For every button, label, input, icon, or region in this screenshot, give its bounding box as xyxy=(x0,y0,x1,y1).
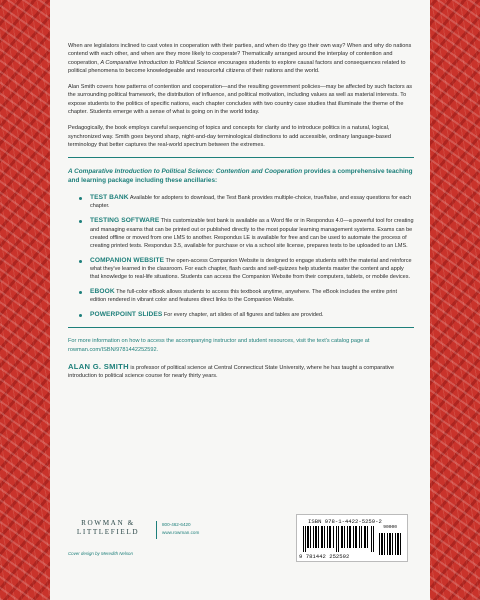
publisher-phone: 800-462-6420 xyxy=(162,522,191,527)
isbn-barcode xyxy=(296,514,408,562)
ancillary-text: Available for adopters to download, the Test Bank provides multiple-choice, true/false, and essay questions for each chapter. xyxy=(90,195,412,210)
publisher-logo xyxy=(68,519,148,537)
intro-text: When are legislators inclined to cast votes in cooperation with their parties, and when do they go their own way? When and why do nations contend with each other, and when are they more likely to cooperate? Thematically arranged around the interplay of contention and cooperation, xyxy=(68,43,412,66)
ancillary-term: TESTING SOFTWARE xyxy=(90,217,160,225)
red-texture-right xyxy=(430,0,480,600)
author-bio-text: is professor of political science at Central Connecticut State University, where he has taught a comparative introduction to political science course for nearly thirty years. xyxy=(68,364,394,380)
logo-line-1: ROWMAN & xyxy=(81,519,135,527)
cover-design-credit: Cover design by Meredith Nelson xyxy=(68,551,133,556)
cover-footer xyxy=(68,513,414,573)
ancillary-term: COMPANION WEBSITE xyxy=(90,256,165,264)
list-item xyxy=(78,311,414,319)
ancillary-text: This customizable test bank is available as a Word file or in Respondus 4.0—a powerful tool for creating and managing exams that can be printed out or published directly to the most popular learning management systems. Exams can be created offline or moved from one LMS to another. Respondus LE is available for free and can be used to automate the process of creating printed tests. Respondus 3.5, available for purchase or via a school site license, prepares tests to be uploaded to an LMS. xyxy=(90,218,414,249)
ancillary-term: POWERPOINT SLIDES xyxy=(90,311,163,319)
ean-barcode-icon xyxy=(303,526,377,552)
back-cover-panel xyxy=(50,0,430,600)
ancillary-term: TEST BANK xyxy=(90,194,129,202)
ancillary-text: The open-access Companion Website is designed to engage students with the material and reinforce what they've learned in the classroom. For each chapter, flash cards and self-quizzes help students master the content and apply that knowledge to real-life situations. Students can access the Companion Website from their computers, tablets, or mobile devices. xyxy=(90,257,412,281)
intro-paragraph-3: Pedagogically, the book employs careful sequencing of topics and concepts for clarity and to introduce politics in a natural, logical, synchronized way. Smith goes beyond sharp, night-and-day terminological distinctions to add accessible, ordinary language-based terminology that better captures the real-world spectrum between the extremes. xyxy=(68,125,391,148)
addon-barcode-icon xyxy=(379,533,401,555)
author-name: ALAN G. SMITH xyxy=(68,361,129,371)
ancillaries-lead xyxy=(68,167,414,185)
list-item xyxy=(78,194,414,210)
ancillaries-list xyxy=(68,194,414,319)
author-bio xyxy=(68,363,414,381)
divider xyxy=(68,157,414,158)
intro-paragraph-1 xyxy=(68,42,414,75)
ancillary-text: For every chapter, art slides of all figures and tables are provided. xyxy=(162,312,324,319)
lead-text: provides a comprehensive teaching and learning package including these ancillaries: xyxy=(68,168,413,185)
ancillary-text: The full-color eBook allows students to access this textbook anytime, anywhere. The eBook includes the entire print edition rendered in vibrant color and features direct links to the Companion Website. xyxy=(90,289,397,304)
logo-line-2: LITTLEFIELD xyxy=(76,528,140,536)
list-item xyxy=(78,288,414,304)
red-texture-left xyxy=(0,0,50,600)
intro-paragraph-2: Alan Smith covers how patterns of contention and cooperation—and the resulting government policies—may be affected by such factors as the surrounding political framework, the distribution of influence, and political motivation, including values as well as material interests. To expose students to the politics of specific nations, each chapter concludes with two country case studies that illuminate the theme of the chapter. Students emerge with a sense of what is going on in the world today. xyxy=(68,84,413,116)
list-item xyxy=(78,217,414,249)
intro-text-cont: encourages students to explore causal factors and consequences related to political phenomena to become knowledgeable and resourceful citizens of their nations and the world. xyxy=(68,59,406,74)
barcode-addon-number: 90000 xyxy=(383,525,397,530)
isbn-label: ISBN 978-1-4422-5259-2 xyxy=(308,518,382,525)
resources-info: For more information on how to access the accompanying instructor and student resources, visit the text's catalog page at rowman.com/ISBN/9781442252592. xyxy=(68,338,370,353)
divider xyxy=(68,327,414,328)
publisher-website: www.rowman.com xyxy=(162,530,200,535)
publisher-contact xyxy=(162,521,199,537)
ancillary-term: EBOOK xyxy=(90,288,115,296)
lead-book-title: A Comparative Introduction to Political Science: Contention and Cooperation xyxy=(68,168,303,176)
list-item xyxy=(78,257,414,281)
logo-divider xyxy=(156,521,157,539)
book-title-inline: A Comparative Introduction to Political Science xyxy=(100,59,217,66)
barcode-number: 9 781442 252592 xyxy=(299,553,350,560)
